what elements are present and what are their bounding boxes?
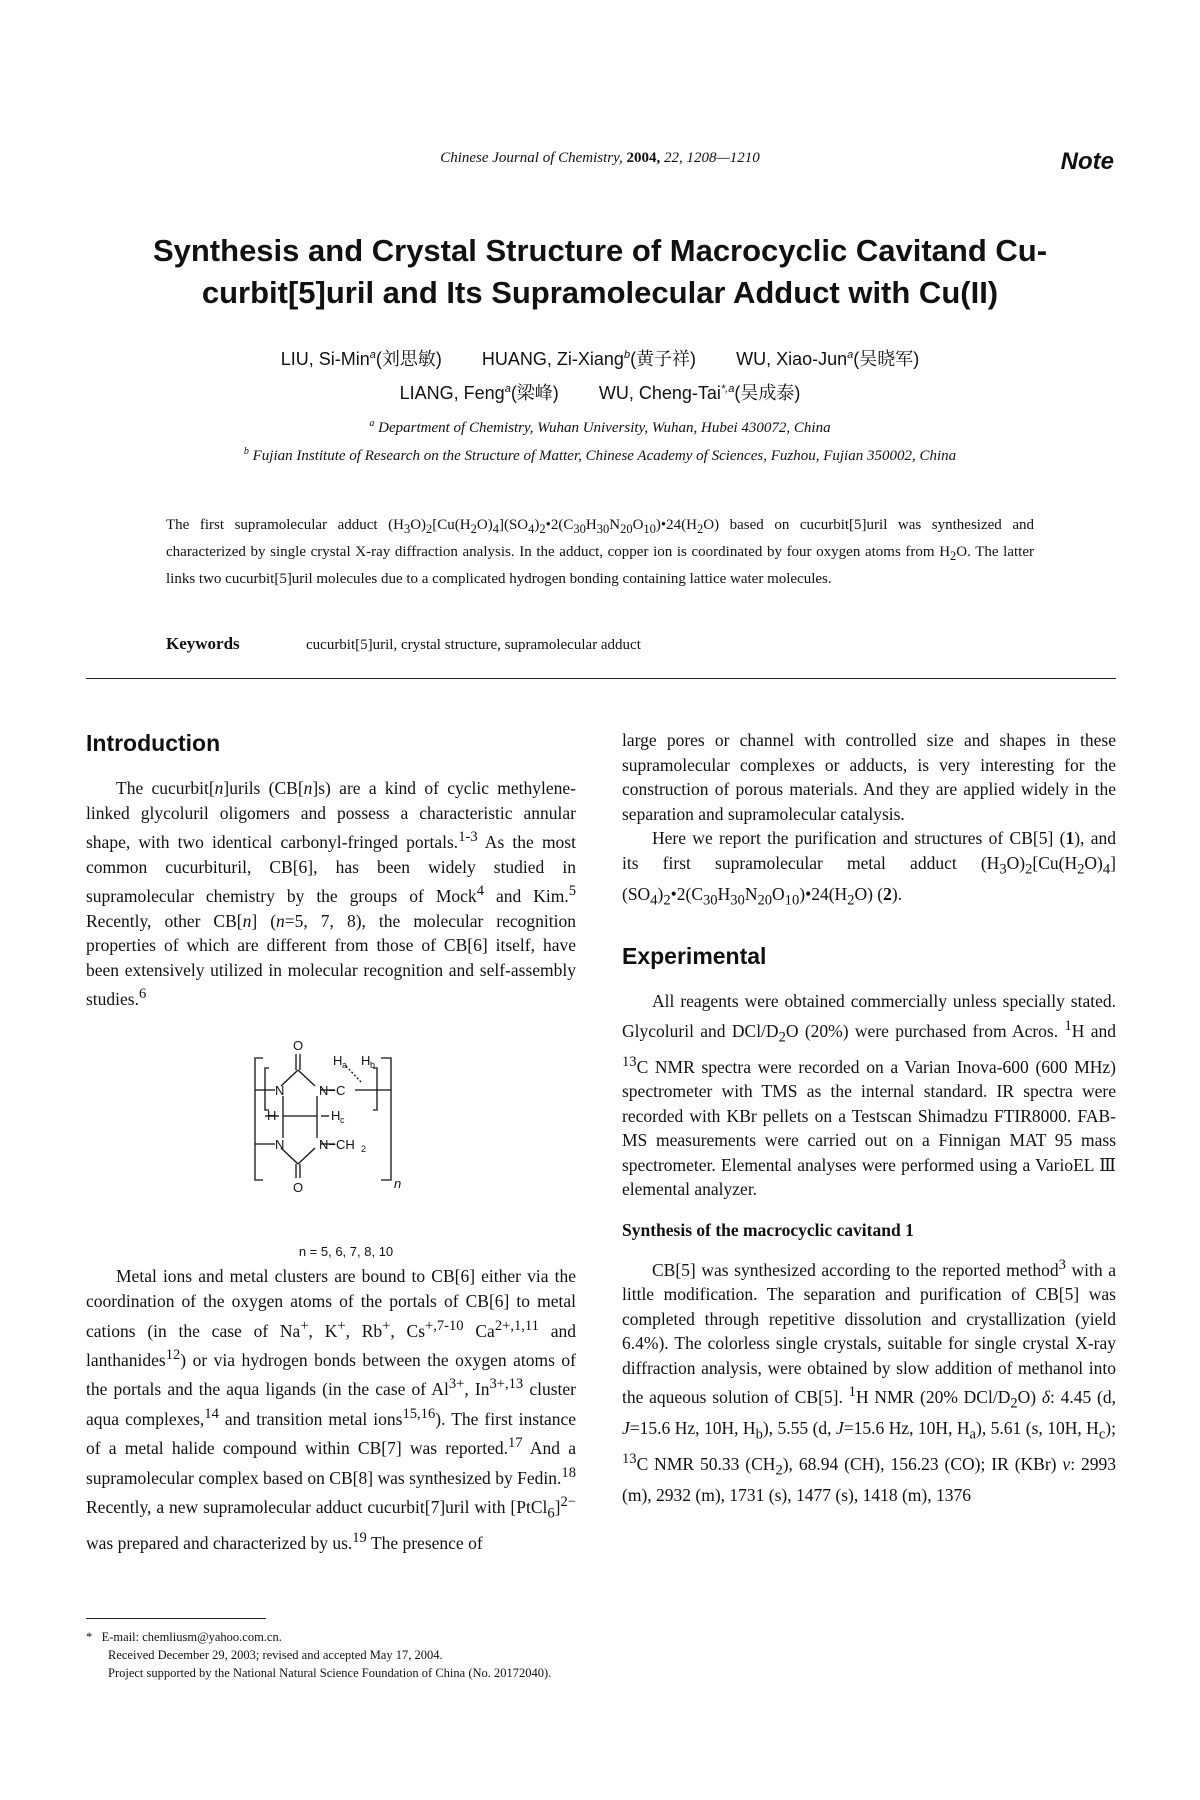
author-list: LIU, Si-Min$^a$(刘思敏) HUANG, Zi-Xiang$^b$(黄子祥) WU, Xiao-Jun$^a$(吴晓军) LIANG, Feng$^a$(梁峰) WU, Cheng-Tai$^{*,a}$(吴成泰)	[280, 349, 920, 403]
intro-heading: Introduction	[86, 730, 221, 756]
affiliations	[130, 412, 1070, 468]
svg-text:N−C: N−C	[319, 1082, 346, 1098]
svg-text:H: H	[361, 1052, 371, 1068]
right-column	[622, 728, 1116, 1508]
affiliation-b: $^b$ Fujian Institute of Research on the Structure of Matter, Chinese Academy of Sciences, Fuzhou, Fujian 350002, China	[243, 446, 957, 464]
svg-text:N−CH: N−CH	[319, 1136, 355, 1152]
svg-text:2: 2	[361, 1143, 367, 1154]
left-column	[86, 728, 576, 1555]
intro-paragraph-2: Metal ions and metal clusters are bound to CB[6] either via the coordination of the oxygen atoms of the portals of CB[6] to metal cations (in the case of Na+, K+, Rb+, $Cs^{+,7-10}$ $Ca^{2+,1,11}$ and lanthanides$^{12}$) or via hydrogen bonds between the oxygen atoms of the portals and the aqua ligands (in the case of $Al^{3+}$, $In^{3+,13}$ cluster aqua complexes,$^{14}$ and transition metal ions$^{15,16}$). The first instance of a metal halide compound within CB[7] was reported.$^{17}$ And a supramolecular complex based on CB[8] was synthesized by Fedin.$^{18}$ Recently, a new supramolecular adduct cucurbit[7]uril with [PtCl$_6$]$^{2-}$ was prepared and characterized by us.$^{19}$ The presence of	[86, 1266, 577, 1553]
svg-text:O: O	[293, 1179, 304, 1195]
author-name: LIU, Si-Min	[280, 349, 370, 369]
journal-header: Chinese Journal of Chemistry, 2004, 22, 1208—1210	[440, 150, 760, 166]
svg-text:H: H	[333, 1052, 343, 1068]
affiliation-a: $^a$ Department of Chemistry, Wuhan University, Wuhan, Hubei 430072, China	[369, 418, 831, 436]
footnote-project: Project supported by the National Natural Science Foundation of China (No. 20172040).	[108, 1666, 552, 1680]
intro-paragraph-1: The cucurbit[n]urils (CB[n]s) are a kind of cyclic methylene-linked glycoluril oligomers and possess a characteristic annular shape, with two identical carbonyl-fringed portals.$^{1-3}$ As the most common cucurbituril, CB[6], has been widely studied in supramolecular chemistry by the groups of Mock$^4$ and Kim.$^5$ Recently, other CB[n] (n=5, 7, 8), the molecular recognition properties of which are different from those of CB[6] itself, have been extensively utilized in molecular recognition and self-assembly studies.$^6$	[86, 778, 577, 1010]
author-name: LIANG, Feng	[399, 383, 505, 403]
molecule-diagram	[251, 1030, 411, 1200]
author-name: WU, Xiao-Jun	[736, 349, 848, 369]
abstract: The first supramolecular adduct $(H_3O)_2[Cu(H_2O)_4](SO_4)_2•2(C_{30}H_{30}N_{20}O_{10})•24(H_2O)$ based on cucurbit[5]uril was synthesized and characterized by single crystal X-ray diffraction analysis. In the adduct, copper ion is coordinated by four oxygen atoms from $H_2O$. The latter links two cucurbit[5]uril molecules due to a complicated hydrogen bonding containing lattice water molecules.	[166, 517, 1034, 587]
section-divider	[86, 678, 1116, 679]
footnotes	[86, 1628, 1116, 1682]
keywords	[166, 634, 1034, 654]
experimental-heading: Experimental	[622, 943, 767, 970]
article-type-label: Note	[1060, 148, 1114, 175]
svg-text:b: b	[370, 1059, 376, 1070]
keywords-label: Keywords	[166, 634, 240, 653]
svg-text:H: H	[267, 1107, 277, 1123]
footnote-divider	[86, 1618, 266, 1619]
author-name: WU, Cheng-Tai	[598, 383, 721, 403]
figure-caption: n = 5, 6, 7, 8, 10	[298, 1243, 394, 1259]
footnote-email: * E-mail: chemliusm@yahoo.com.cn.	[86, 1630, 282, 1644]
intro-paragraph-3: Here we report the purification and structures of CB[5] (1), and its first supramolecular metal adduct $(H_3O)_2[Cu(H_2O)_4](SO_4)_2•2(C_{30}H_{30}N_{20}O_{10})•24(H_2O)$ (2).	[622, 828, 1116, 909]
intro-paragraph-continued: large pores or channel with controlled size and shapes in these supramolecular complexes or adducts, is very interesting for the construction of porous materials. And they are applied widely in the separation and supramolecular catalysis.	[622, 730, 1116, 824]
svg-text:n: n	[394, 1175, 402, 1191]
svg-text:N: N	[275, 1136, 285, 1152]
svg-text:a: a	[342, 1059, 348, 1070]
svg-text:H: H	[331, 1107, 341, 1123]
cucurbituril-structure-figure	[86, 1030, 576, 1230]
experimental-paragraph: All reagents were obtained commercially unless specially stated. Glycoluril and DCl/$D_2O$ (20%) were purchased from Acros. $^1$H and $^{13}$C NMR spectra were recorded on a Varian Inova-600 (600 MHz) spectrometer with TMS as the internal standard. IR spectra were recorded with KBr pellets on a Testscan Shimadzu FTIR8000. FAB-MS measurements were carried out on a Finnigan MAT 95 mass spectrometer. Elemental analyses were performed using a VarioEL Ⅲ elemental analyzer.	[622, 991, 1116, 1200]
keywords-text: cucurbit[5]uril, crystal structure, supramolecular adduct	[306, 637, 641, 653]
author-name: HUANG, Zi-Xiang	[481, 349, 624, 369]
footnote-received: Received December 29, 2003; revised and accepted May 17, 2004.	[108, 1648, 443, 1662]
svg-text:c: c	[340, 1114, 345, 1125]
svg-text:O: O	[293, 1037, 304, 1053]
svg-text:N: N	[275, 1082, 285, 1098]
synthesis-subheading: Synthesis of the macrocyclic cavitand 1	[622, 1220, 914, 1241]
synthesis-paragraph: CB[5] was synthesized according to the reported method$^3$ with a little modification. The separation and purification of CB[5] was completed through repetitive dissolution and crystallization (yield 6.4%). The colorless single crystals, suitable for single crystal X-ray diffraction analysis, were obtained by slow addition of methanol into the aqueous solution of CB[5]. $^1$H NMR (20% DCl/$D_2O$) δ: 4.45 (d, J=15.6 Hz, 10H, $H_b$), 5.55 (d, J=15.6 Hz, 10H, $H_a$), 5.61 (s, 10H, $H_c$); $^{13}$C NMR 50.33 $(CH_2)$, 68.94 (CH), 156.23 (CO); IR (KBr) ν: 2993 (m), 2932 (m), 1731 (s), 1477 (s), 1418 (m), 1376	[622, 1256, 1116, 1506]
paper-title: Synthesis and Crystal Structure of Macrocyclic Cavitand Cu- curbit[5]uril and Its Supramolecular Adduct with Cu(II)	[152, 233, 1048, 310]
